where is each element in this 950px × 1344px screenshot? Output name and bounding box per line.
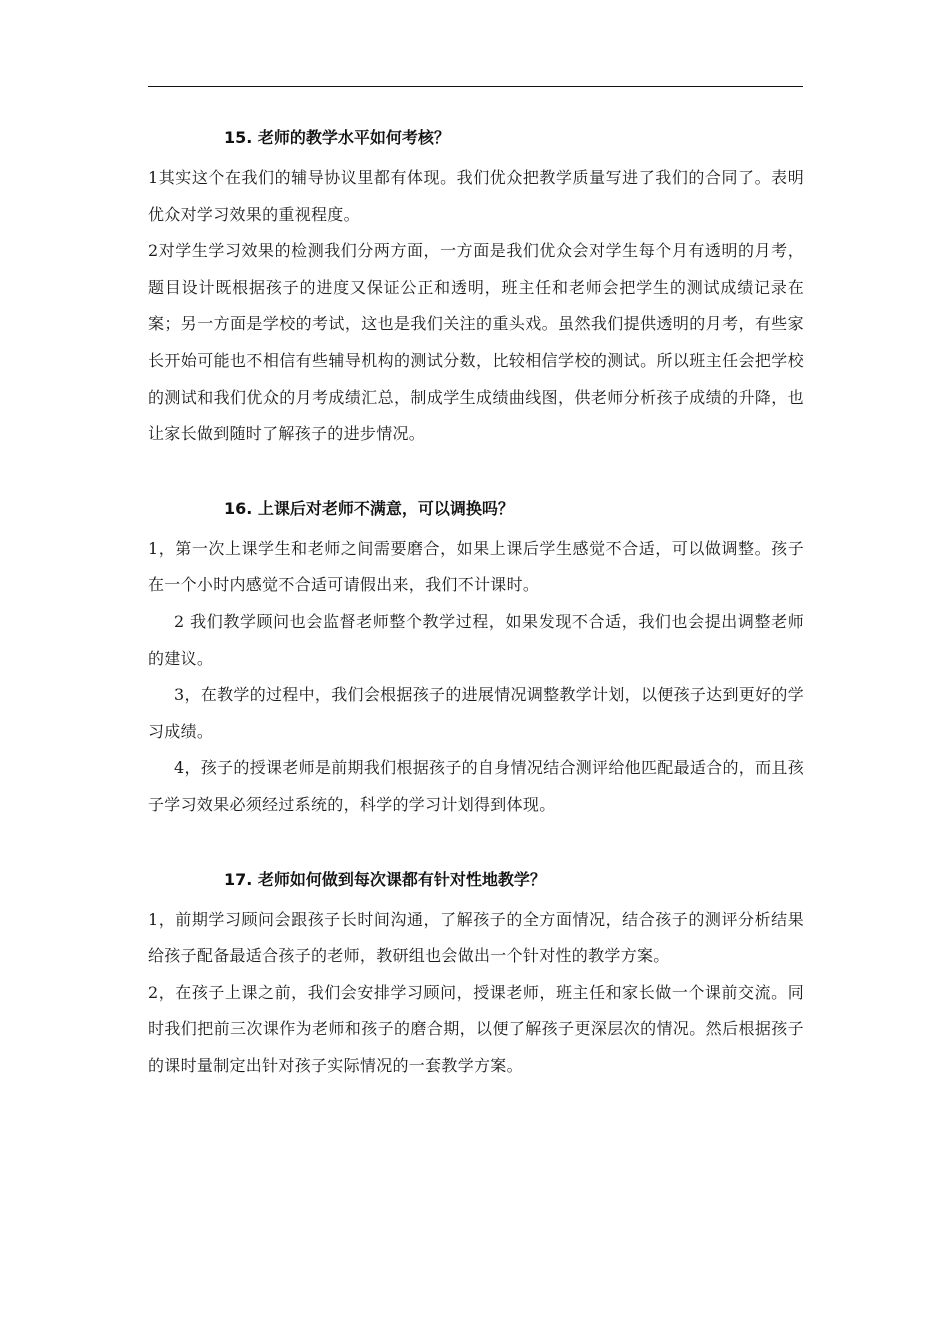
answer-paragraph: 1，第一次上课学生和老师之间需要磨合，如果上课后学生感觉不合适，可以做调整。孩子在一个小时内感觉不合适可请假出来，我们不计课时。	[148, 538, 804, 595]
answer-paragraph: 4，孩子的授课老师是前期我们根据孩子的自身情况结合测评给他匹配最适合的，而且孩子学习效果必须经过系统的，科学的学习计划得到体现。	[148, 758, 804, 814]
question-title: 15. 老师的教学水平如何考核？	[224, 128, 450, 147]
answer-paragraph: 1，前期学习顾问会跟孩子长时间沟通，了解孩子的全方面情况，结合孩子的测评分析结果给孩子配备最适合孩子的老师，教研组也会做出一个针对性的教学方案。	[148, 909, 804, 966]
document-body	[148, 120, 804, 1084]
question-title: 17. 老师如何做到每次课都有针对性地教学？	[224, 869, 546, 889]
answer-paragraph: 2，在孩子上课之前，我们会安排学习顾问，授课老师，班主任和家长做一个课前交流。同时我们把前三次课作为老师和孩子的磨合期，以便了解孩子更深层次的情况。然后根据孩子的课时量制定出针对孩子实际情况的一套教学方案。	[148, 982, 804, 1075]
section-q16	[148, 491, 804, 824]
answer-paragraph: 2对学生学习效果的检测我们分两方面，一方面是我们优众会对学生每个月有透明的月考，题目设计既根据孩子的进度又保证公正和透明，班主任和老师会把学生的测试成绩记录在案；另一方面是学校的考试，这也是我们关注的重头戏。虽然我们提供透明的月考，有些家长开始可能也不相信有些辅导机构的测试分数，比较相信学校的测试。所以班主任会把学校的测试和我们优众的月考成绩汇总，制成学生成绩曲线图，供老师分析孩子成绩的升降，也让家长做到随时了解孩子的进步情况。	[148, 241, 804, 444]
answer-paragraph: 3，在教学的过程中，我们会根据孩子的进展情况调整教学计划，以便孩子达到更好的学习成绩。	[148, 685, 804, 741]
section-q15	[148, 120, 804, 453]
question-title: 16. 上课后对老师不满意，可以调换吗？	[224, 498, 514, 518]
section-q17	[148, 862, 804, 1085]
answer-paragraph: 1其实这个在我们的辅导协议里都有体现。我们优众把教学质量写进了我们的合同了。表明优众对学习效果的重视程度。	[148, 168, 804, 224]
header-rule	[148, 86, 803, 87]
answer-paragraph: 2 我们教学顾问也会监督老师整个教学过程，如果发现不合适，我们也会提出调整老师的建议。	[148, 611, 804, 668]
